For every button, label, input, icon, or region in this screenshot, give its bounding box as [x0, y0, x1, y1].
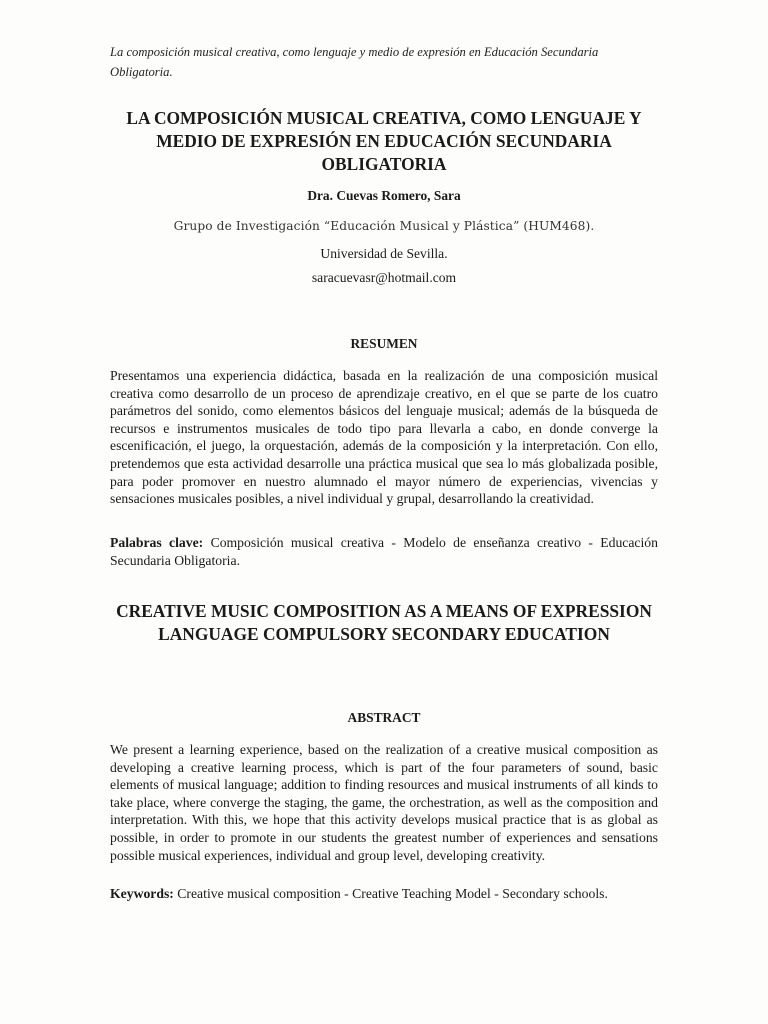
keywords-value: Creative musical composition - Creative Teaching Model - Secondary schools. — [177, 886, 608, 901]
abstract-text: We present a learning experience, based on the realization of a creative musical composition as developing a creative learning process, which is part of the four parameters of sound, basic elements of musical language; addition to finding resources and musical instruments of all kinds to take place, where converge the staging, the game, the orchestration, as well as the composition and interpretation. With this, we hope that this activity develops musical practice that is as global as possible, in order to promote in our students the greatest number of experiences and sensations possible musical experiences, individual and group level, developing creativity. — [110, 742, 658, 863]
research-group: Grupo de Investigación “Educación Musical y Plástica” (HUM468). — [173, 219, 595, 233]
title-english: CREATIVE MUSIC COMPOSITION AS A MEANS OF EXPRESSION LANGUAGE COMPULSORY SECONDARY EDUCATION — [116, 601, 652, 644]
keywords-label: Keywords: — [110, 886, 174, 901]
running-head: La composición musical creativa, como lenguaje y medio de expresión en Educación Secundaria Obligatoria. — [110, 45, 599, 79]
keywords-english — [110, 885, 658, 903]
university: Universidad de Sevilla. — [320, 246, 448, 261]
abstract-heading: ABSTRACT — [347, 710, 421, 725]
author-name: Dra. Cuevas Romero, Sara — [307, 188, 461, 203]
keywords-label: Palabras clave: — [110, 535, 204, 550]
title-spanish: LA COMPOSICIÓN MUSICAL CREATIVA, COMO LENGUAJE Y MEDIO DE EXPRESIÓN EN EDUCACIÓN SECUNDARIA OBLIGATORIA — [126, 108, 642, 174]
author-email: saracuevasr@hotmail.com — [311, 270, 457, 285]
keywords-spanish — [110, 534, 658, 569]
keywords-value: Composición musical creativa - Modelo de enseñanza creativo - Educación Secundaria Obligatoria. — [110, 535, 658, 568]
resumen-text: Presentamos una experiencia didáctica, basada en la realización de una composición musical creativa como desarrollo de un proceso de aprendizaje creativo, en el que se parte de los cuatro parámetros del sonido, como elementos básicos del lenguaje musical; además de la búsqueda de recursos e instrumentos musicales de todo tipo para llevarla a cabo, en donde converge la escenificación, el juego, la orquestación, además de la composición y la interpretación. Con ello, pretendemos que esta actividad desarrolle una práctica musical que sea lo más globalizada posible, para poder promover en nuestro alumnado el mayor número de experiencias, vivencias y sensaciones musicales posibles, a nivel individual y grupal, desarrollando la creatividad. — [110, 368, 658, 507]
resumen-heading: RESUMEN — [350, 336, 418, 351]
